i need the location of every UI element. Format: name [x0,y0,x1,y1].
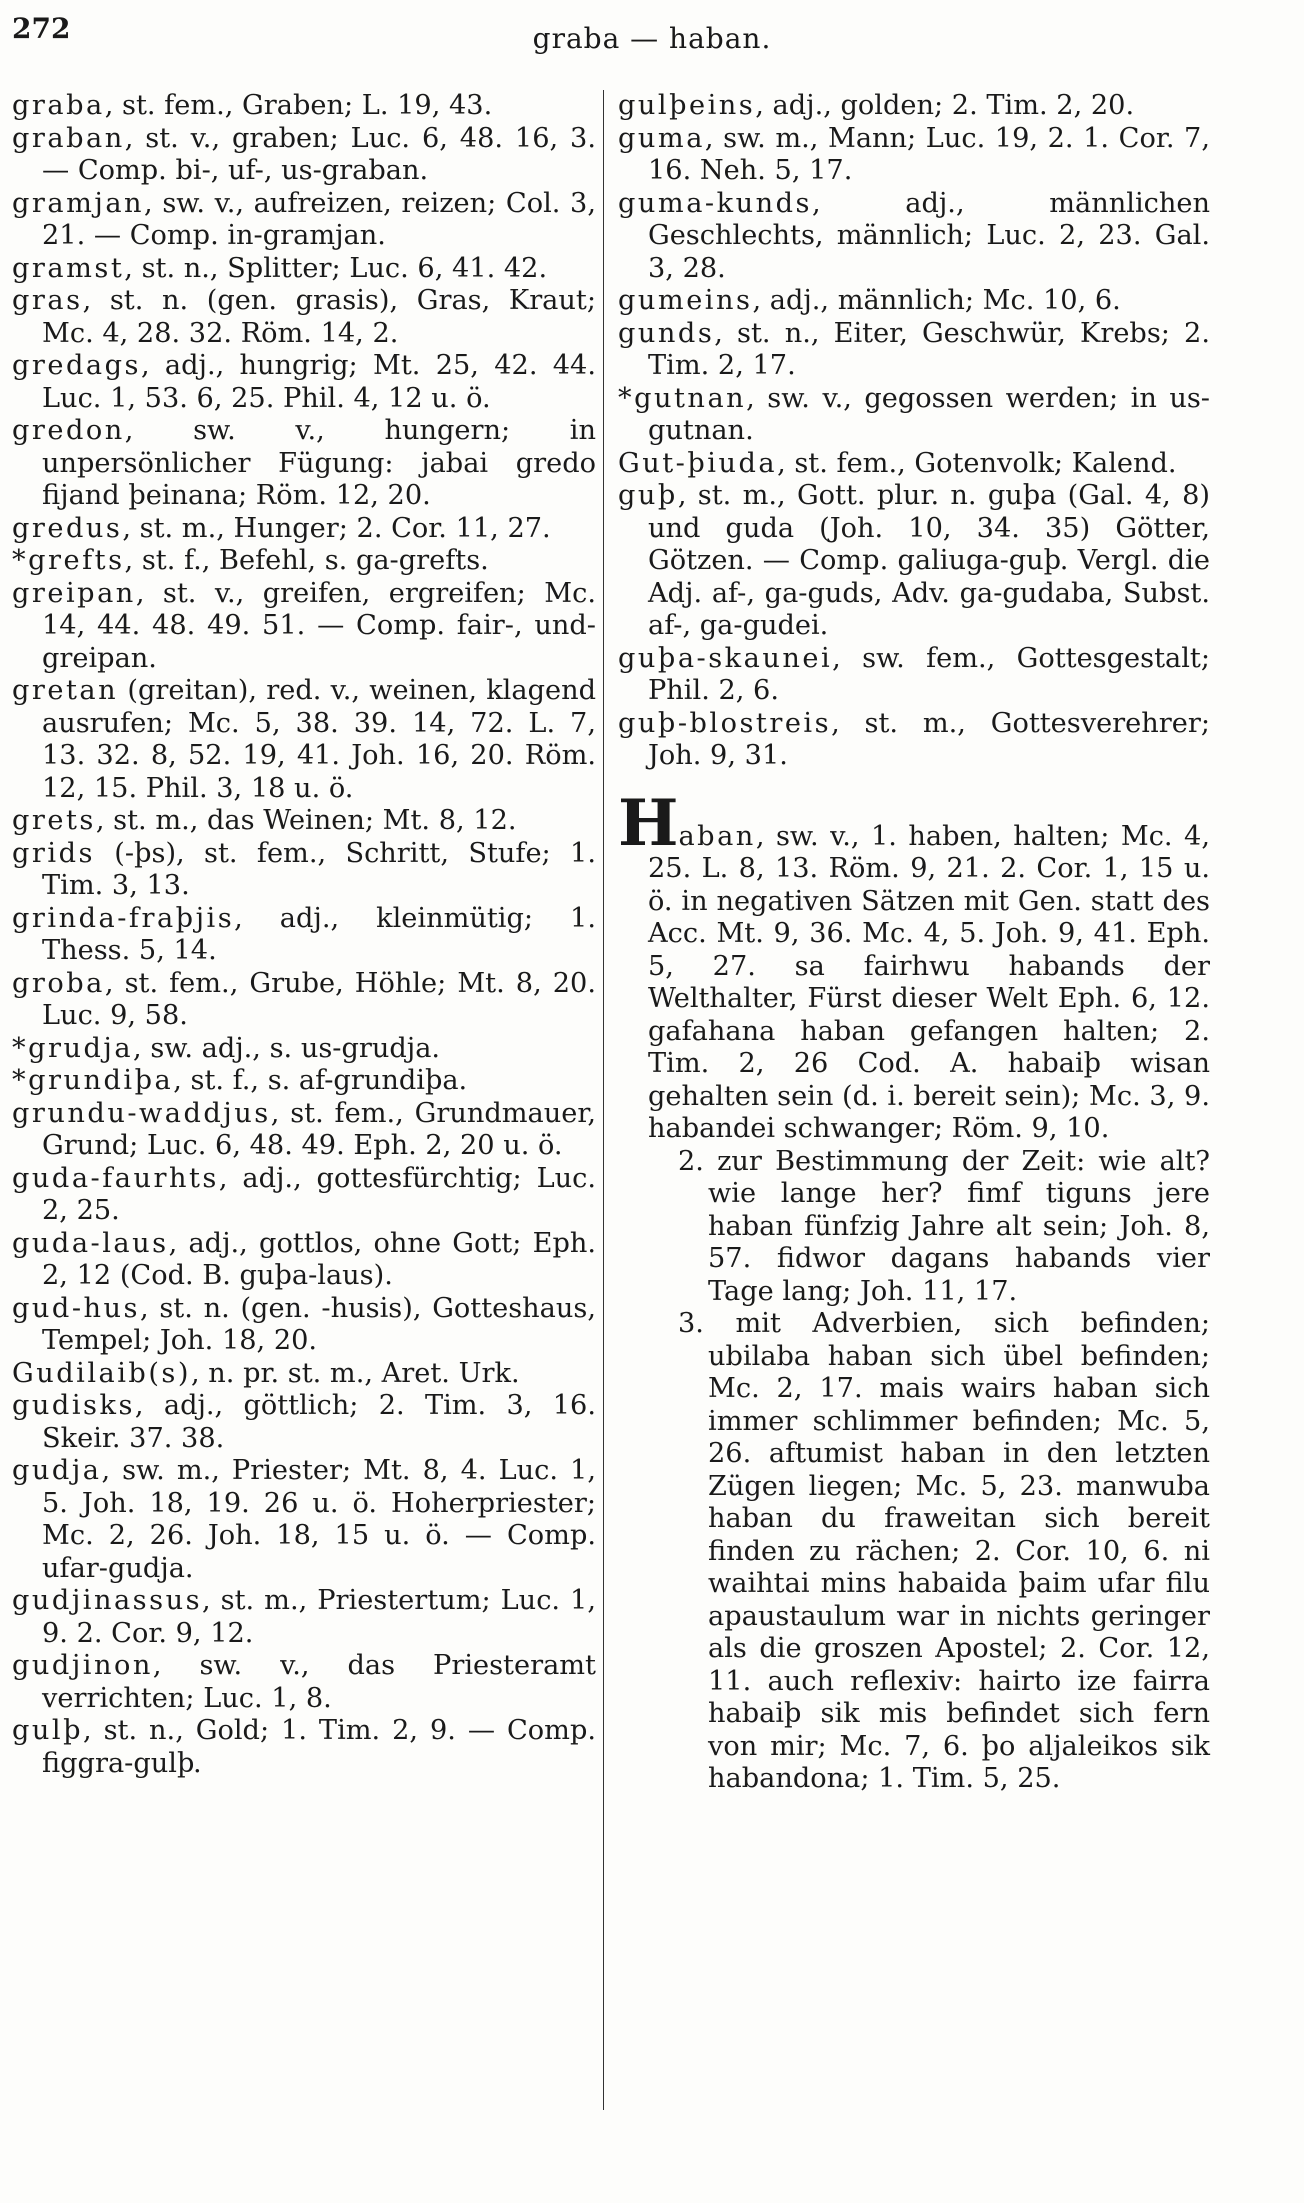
entry-definition: , st. fem., Gotenvolk; Kalend. [777,447,1177,479]
dictionary-entry [12,253,596,286]
dictionary-entry [12,1650,596,1715]
entry-definition: , sw. v., das Priesteramt verrichten; Luc. 1, 8. [42,1650,596,1714]
entry-headword: gras [12,285,83,316]
entry-definition: , st. n., Eiter, Geschwür, Krebs; 2. Tim. 2, 17. [648,317,1210,381]
dictionary-entry [618,643,1210,708]
right-column [618,90,1210,1796]
entry-definition: , sw. v., hungern; in unpersönlicher Fügung: jabai gredo fijand þeinana; Röm. 12, 20. [42,415,596,511]
entry-definition: , st. m., Gott. plur. n. guþa (Gal. 4, 8) und guda (Joh. 10, 34. 35) Götter, Götzen. — Comp. galiuga-guþ. Vergl. die Adj. af-, ga-guds, Adv. ga-gudaba, Subst. af-, ga-gudei. [648,480,1210,641]
dictionary-entry [618,708,1210,773]
entry-definition: , st. v., graben; Luc. 6, 48. 16, 3. — Comp. bi-, uf-, us-graban. [42,122,596,186]
entry-definition: , n. pr. st. m., Aret. Urk. [191,1357,520,1389]
entry-definition: , st. m., Priestertum; Luc. 1, 9. 2. Cor. 9, 12. [42,1585,596,1649]
entry-headword: guþ-blostreis [618,707,832,739]
entry-definition: , st. m., Hunger; 2. Cor. 11, 27. [122,512,551,544]
entry-sense: 3. mit Adverbien, sich befinden; ubilaba haban sich übel befinden; Mc. 2, 17. mais wairs haban sich immer schlimmer befinden; Mc. 5, 26. aftumist haban in den letzten Zügen liegen; Mc. 5, 23. manwuba haban du fraweitan sich bereit finden zu rächen; 2. Cor. 10, 6. ni waihtai mins habaida þaim ufar filu apaustaulum war in nichts geringer als die groszen Apostel; 2. Cor. 12, 11. auch reflexiv: hairto ize fairra habaiþ sik mis befindet sich fern von mir; Mc. 7, 6. þo aljaleikos sik habandona; 1. Tim. 5, 25. [678,1308,1210,1794]
running-head: graba — haban. [532,22,772,55]
entry-definition: , sw. v., gegossen werden; in us-gutnan. [648,382,1210,446]
dictionary-entry [12,415,596,513]
entry-headword: guda-laus [12,1227,169,1259]
entry-headword: groba [12,967,105,999]
entry-definition: , st. fem., Graben; L. 19, 43. [104,90,493,121]
entry-headword: grundu-waddjus [12,1097,271,1129]
dictionary-entry [12,123,596,188]
dictionary-entry [12,1585,596,1650]
entry-definition: , adj., golden; 2. Tim. 2, 20. [755,90,1135,121]
entry-headword: *grefts [12,545,125,576]
dictionary-entry [12,805,596,838]
entry-definition: (-þs), st. fem., Schritt, Stufe; 1. Tim. 3, 13. [42,837,596,901]
entry-headword: guþ [618,480,678,511]
dictionary-entry [12,350,596,415]
entry-definition: , st. f., s. af-grundiþa. [173,1065,468,1096]
entry-headword: gredags [12,350,141,381]
entry-headword: guma [618,122,705,154]
dictionary-entry [12,1098,596,1163]
dictionary-entry [618,383,1210,448]
dictionary-entry-haban [618,785,1210,1146]
entry-headword: guda-faurhts [12,1162,219,1194]
entry-definition: , st. n., Splitter; Luc. 6, 41. 42. [124,252,548,284]
section-gap [618,773,1210,799]
entry-definition: , adj., kleinmütig; 1. Thess. 5, 14. [42,902,596,966]
entry-definition: , st. f., Befehl, s. ga-grefts. [124,545,489,576]
entry-headword: gramst [12,252,125,284]
dictionary-entry [12,1358,596,1391]
dictionary-entry [618,318,1210,383]
entry-definition: , st. fem., Grube, Höhle; Mt. 8, 20. Luc. 9, 58. [42,967,596,1031]
entry-headword: Gut-þiuda [618,447,778,479]
entry-headword: gunds [618,317,715,349]
entry-headword: gretan [12,675,119,706]
entry-headword: gulþeins [618,90,756,121]
entry-headword: guma-kunds [618,187,812,219]
drop-cap-letter: H [618,785,679,861]
entry-headword: grets [12,805,96,836]
entry-headword: gulþ [12,1715,84,1746]
dictionary-entry [12,1390,596,1455]
dictionary-entry [12,545,596,578]
dictionary-entry [12,1065,596,1098]
dictionary-entry [12,1228,596,1293]
entry-headword: *grudja [12,1032,134,1064]
entry-definition: , adj., gottlos, ohne Gott; Eph. 2, 12 (Cod. B. guþa-laus). [42,1227,596,1291]
dictionary-entry [12,903,596,968]
entry-headword: *grundiþa [12,1065,174,1096]
entry-definition: , adj., männlich; Mc. 10, 6. [752,285,1121,316]
entry-headword: grinda-fraþjis [12,902,235,934]
entry-definition: , sw. fem., Gottesgestalt; Phil. 2, 6. [648,642,1210,706]
entry-headword: greipan [12,577,136,609]
entry-headword: gredon [12,415,125,446]
entry-headword: gudisks [12,1390,135,1421]
entry-headword: graba [12,90,105,121]
dictionary-entry [12,285,596,350]
dictionary-entry [12,1715,596,1780]
entry-definition: , adj., göttlich; 2. Tim. 3, 16. Skeir. 37. 38. [42,1390,596,1454]
dictionary-entry [618,480,1210,643]
entry-headword: gredus [12,512,123,544]
entry-definition: , sw. m., Mann; Luc. 19, 2. 1. Cor. 7, 16. Neh. 5, 17. [648,122,1210,186]
dictionary-entry [12,578,596,676]
dictionary-entry [12,513,596,546]
entry-headword: gramjan [12,187,145,219]
page-number: 272 [12,12,71,45]
dictionary-entry [12,968,596,1033]
entry-definition: , sw. m., Priester; Mt. 8, 4. Luc. 1, 5. Joh. 18, 19. 26 u. ö. Hoherpriester; Mc. 2, 26. Joh. 18, 15 u. ö. — Comp. ufar-gudja. [42,1455,596,1584]
dictionary-entry [618,285,1210,318]
dictionary-entry [618,448,1210,481]
dictionary-entry [12,1293,596,1358]
entry-definition: , st. n., Gold; 1. Tim. 2, 9. — Comp. figgra-gulþ. [42,1715,596,1779]
entry-definition: , sw. v., aufreizen, reizen; Col. 3, 21. — Comp. in-gramjan. [42,187,596,251]
entry-headword: Gudilaib(s) [12,1357,191,1389]
entry-definition: , st. m., das Weinen; Mt. 8, 12. [95,805,517,836]
left-column [12,90,596,1780]
entry-definition: , sw. adj., s. us-grudja. [133,1032,441,1064]
column-divider [603,90,604,2110]
entry-definition: , adj., männlichen Geschlechts, männlich; Luc. 2, 23. Gal. 3, 28. [648,187,1210,284]
entry-headword: guþa-skaunei [618,642,833,674]
entry-headword: aban [678,820,756,852]
entry-headword: gudjinassus [12,1585,203,1616]
dictionary-entry [12,838,596,903]
entry-headword: grids [12,837,95,869]
dictionary-entry [12,1033,596,1066]
dictionary-entry [12,675,596,805]
entry-headword: gumeins [618,285,753,316]
entry-headword: gudja [12,1455,102,1486]
dictionary-entry [12,1455,596,1585]
entry-headword: gudjinon [12,1650,153,1681]
entry-definition: , st. m., Gottesverehrer; Joh. 9, 31. [648,707,1210,771]
entry-headword: graban [12,122,125,154]
dictionary-entry [618,123,1210,188]
dictionary-entry [618,188,1210,286]
entry-definition: , st. n. (gen. -husis), Gotteshaus, Tempel; Joh. 18, 20. [42,1292,596,1356]
entry-definition: , st. n. (gen. grasis), Gras, Kraut; Mc. 4, 28. 32. Röm. 14, 2. [42,285,596,349]
dictionary-entry [12,188,596,253]
entry-definition: , st. v., greifen, ergreifen; Mc. 14, 44. 48. 49. 51. — Comp. fair-, und-greipan. [42,577,596,674]
dictionary-entry [12,90,596,123]
entry-headword: *gutnan [618,382,747,414]
entry-sense: 2. zur Bestimmung der Zeit: wie alt? wie lange her? fimf tiguns jere haban fünfzig Jahre alt sein; Joh. 8, 57. fidwor dagans habands vier Tage lang; Joh. 11, 17. [678,1145,1210,1307]
entry-definition: (greitan), red. v., weinen, klagend ausrufen; Mc. 5, 38. 39. 14, 72. L. 7, 13. 32. 8, 52. 19, 41. Joh. 16, 20. Röm. 12, 15. Phil. 3, 18 u. ö. [42,675,596,804]
dictionary-entry [12,1163,596,1228]
entry-definition: , sw. v., 1. haben, halten; Mc. 4, 25. L. 8, 13. Röm. 9, 21. 2. Cor. 1, 15 u. ö. in negativen Sätzen mit Gen. statt des Acc. Mt. 9, 36. Mc. 4, 5. Joh. 9, 41. Eph. 5, 27. sa fairhwu habands der Welthalter, Fürst dieser Welt Eph. 6, 12. gafahana haban gefangen halten; 2. Tim. 2, 26 Cod. A. habaiþ wisan gehalten sein (d. i. bereit sein); Mc. 3, 9. habandei schwanger; Röm. 9, 10. [648,820,1210,1144]
entry-definition: , st. fem., Grundmauer, Grund; Luc. 6, 48. 49. Eph. 2, 20 u. ö. [42,1097,596,1161]
entry-headword: gud-hus [12,1292,140,1324]
entry-definition: , adj., hungrig; Mt. 25, 42. 44. Luc. 1, 53. 6, 25. Phil. 4, 12 u. ö. [42,350,596,414]
entry-definition: , adj., gottesfürchtig; Luc. 2, 25. [42,1162,596,1226]
dictionary-entry [618,90,1210,123]
